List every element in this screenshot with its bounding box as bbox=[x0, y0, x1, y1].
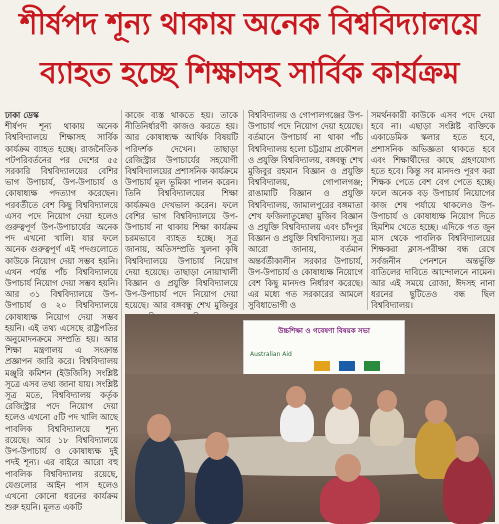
article-column-1 bbox=[5, 110, 118, 520]
banner-subtitle: Australian Aid bbox=[250, 351, 292, 358]
article-text: কাজে ব্যস্ত থাকতে হয়। তাকে নীতিনির্ধারণী কাজও করতে হয়। আর কোষাধ্যক্ষ আর্থিক বিষয়টি পরিদর্শক দেখেন। তাছাড়া রেজিস্ট্রার উপাচার্যের সহযোগী বিশ্ববিদ্যালয়ের প্রশাসনিক কার্যক্রমে উপাচার্য মূল ভূমিকা পালন করেন। তিনি বিশ্ববিদ্যালয়ের শিক্ষা কার্যক্রমও দেখভাল করেন। ফলে বেশির ভাগ বিশ্ববিদ্যালয়ে উপ-উপাচার্য না থাকায় শিক্ষা কার্যক্রম চরমভাবে ব্যাহত হচ্ছে। সূত্র জানায়, অতিসম্প্রতি খুলনা কৃষি বিশ্ববিদ্যালয়ে উপাচার্য নিয়োগ দেয়া হয়েছে। তাছাড়া নোয়াখালী বিজ্ঞান ও প্রযুক্তি বিশ্ববিদ্যালয়ে উপ-উপাচার্য পদে নিয়োগ দেয়া হয়েছে। আর বঙ্গবন্ধু শেখ মুজিবুর bbox=[125, 110, 238, 311]
article-column-2 bbox=[125, 110, 238, 310]
attendee-head bbox=[286, 386, 306, 408]
attendee bbox=[325, 404, 359, 444]
attendee-head bbox=[425, 400, 447, 424]
attendee bbox=[135, 434, 185, 524]
attendee-head bbox=[455, 436, 479, 462]
attendee-head bbox=[377, 390, 397, 412]
attendee bbox=[195, 454, 243, 524]
article-text: শীর্ষপদ শূন্য থাকায় অনেক বিশ্ববিদ্যালয়ে শিক্ষাসহ সার্বিক কার্যক্রম ব্যাহত হচ্ছে। রাজনৈতিক পটপরিবর্তনের পর দেশের ৫৫ সরকারি বিশ্ববিদ্যালয়ের বেশির ভাগ উপাচার্য, উপ-উপাচার্য ও কোষাধ্যক্ষ পদত্যাগ করেছেন। পরবর্তীতে বেশ কিছু বিশ্ববিদ্যালয়ে এসব পদে নিয়োগ দেয়া হলেও গুরুত্বপূর্ণ উপ-উপাচার্যের অনেক পদ এখনো খালি। যার ফলে অনেক গুরুত্বপূর্ণ এই পদগুলোতে কাউকে নিয়োগ দেয়া সম্ভব হয়নি। এখন পর্যন্ত পাঁচ বিশ্ববিদ্যালয়ে উপাচার্য নিয়োগ দেয়া সম্ভব হয়নি। আর ৩১ বিশ্ববিদ্যালয়ে উপ-উপাচার্য ও ২০ বিশ্ববিদ্যালয়ে কোষাধ্যক্ষ নিয়োগ দেয়া সম্ভব হয়নি। এই তথ্য এসেছে রাষ্ট্রপতির অনুমোদনক্রমে সম্প্রতি হয়। আর শিক্ষা মন্ত্রণালয় এ সংক্রান্ত প্রজ্ঞাপন জারি করে। বিশ্ববিদ্যালয় মঞ্জুরি কমিশন (ইউজিসি) সংশ্লিষ্ট সূত্রে এসব তথ্য জানা যায়। সংশ্লিষ্ট সূত্র মতে, বিশ্ববিদ্যালয় কর্তৃক রেজিস্ট্রার পদে নিয়োগ দেয়া হলেও এখনো ৫টি পদ খালি আছে পাবলিক বিশ্ববিদ্যালয়ে শূন্য রয়েছে। আর ১৮ বিশ্ববিদ্যালয়ে উপ-উপাচার্য ও কোষাধ্যক্ষ দুই পদই শূন্য। এর বাইরে আরো বহু পাবলিক বিশ্ববিদ্যালয় রয়েছে, যেগুলোর আইন পাস হলেও এখনো কোনো ধরনের কার্যক্রম শুরু হয়নি। মূলত একটি bbox=[5, 121, 118, 513]
meeting-photo bbox=[125, 314, 495, 522]
article-text: সমর্থনকারী কাউকে এসব পদে দেয়া হবে না। এছাড়া সংশ্লিষ্ট ব্যক্তিকে একাডেমিক স্কলার হতে হবে, প্রশাসনিক অভিজ্ঞতা থাকতে হবে এবং শিক্ষার্থীদের কাছে গ্রহণযোগ্য হতে হবে। কিন্তু সব মানদণ্ড পূরণ করা শিক্ষক পেতে বেশ বেগ পেতে হচ্ছে। ফলে অনেক বড় উপাচার্য নিয়োগের কাজ শেষ পর্যায়ে থাকলেও উপ-উপাচার্য ও কোষাধ্যক্ষ নিয়োগ দিতে হিমশিম খেতে হচ্ছে। এদিকে গত জুন মাস থেকে পাবলিক বিশ্ববিদ্যালয়ের শিক্ষকরা ক্লাস-পরীক্ষা বন্ধ রেখে সর্বজনীন পেনশনে অন্তর্ভুক্তি বাতিলের দাবিতে আন্দোলনে নামেন। আর এই সময়ে রোজা, ঈদসহ নানা ধরনের ছুটিতেও বন্ধ ছিল বিশ্ববিদ্যালয়। bbox=[371, 110, 495, 311]
column-divider bbox=[121, 110, 122, 520]
headline bbox=[0, 0, 499, 106]
sponsor-logo bbox=[314, 361, 330, 371]
attendee bbox=[443, 454, 493, 524]
sponsor-logo bbox=[364, 361, 380, 371]
dateline: ঢাকা ডেস্ক bbox=[5, 110, 39, 120]
attendee-head bbox=[332, 388, 352, 410]
attendee-head bbox=[147, 414, 171, 442]
attendee-head bbox=[205, 432, 229, 460]
attendee bbox=[370, 406, 404, 446]
sponsor-logo bbox=[339, 361, 355, 371]
event-banner bbox=[243, 320, 405, 382]
headline-line-2: ব্যাহত হচ্ছে শিক্ষাসহ সার্বিক কার্যক্রম bbox=[40, 56, 459, 91]
column-divider bbox=[243, 110, 244, 310]
attendee bbox=[280, 402, 314, 442]
headline-line-1: শীর্ষপদ শূন্য থাকায় অনেক বিশ্ববিদ্যালয়ে bbox=[19, 7, 480, 42]
column-divider bbox=[367, 110, 368, 310]
attendee-head bbox=[335, 454, 361, 482]
banner-title: উচ্চশিক্ষা ও গবেষণা বিষয়ক সভা bbox=[278, 327, 370, 335]
article-text: বিশ্ববিদ্যালয় ও গোপালগঞ্জের উপ-উপাচার্য পদে নিয়োগ দেয়া হয়েছে। বর্তমানে উপাচার্য না থাকা পাঁচ বিশ্ববিদ্যালয় হলো চট্টগ্রাম প্রকৌশল ও প্রযুক্তি বিশ্ববিদ্যালয়, বঙ্গবন্ধু শেখ মুজিবুর রহমান বিজ্ঞান ও প্রযুক্তি বিশ্ববিদ্যালয়, গোপালগঞ্জ; রাঙামাটি বিজ্ঞান ও প্রযুক্তি বিশ্ববিদ্যালয়, জামালপুরের বঙ্গমাতা শেখ ফজিলাতুন্নেছা মুজিব বিজ্ঞান ও প্রযুক্তি বিশ্ববিদ্যালয় এবং চাঁদপুর বিজ্ঞান ও প্রযুক্তি বিশ্ববিদ্যালয়। সূত্র আরো জানায়, বর্তমান অন্তর্বর্তীকালীন সরকার উপাচার্য, উপ-উপাচার্য ও কোষাধ্যক্ষ নিয়োগে বেশ কিছু মানদণ্ড নির্ধারণ করেছে। এর মধ্যে গত সরকারের আমলে সুবিধাভোগী ও bbox=[248, 110, 363, 311]
